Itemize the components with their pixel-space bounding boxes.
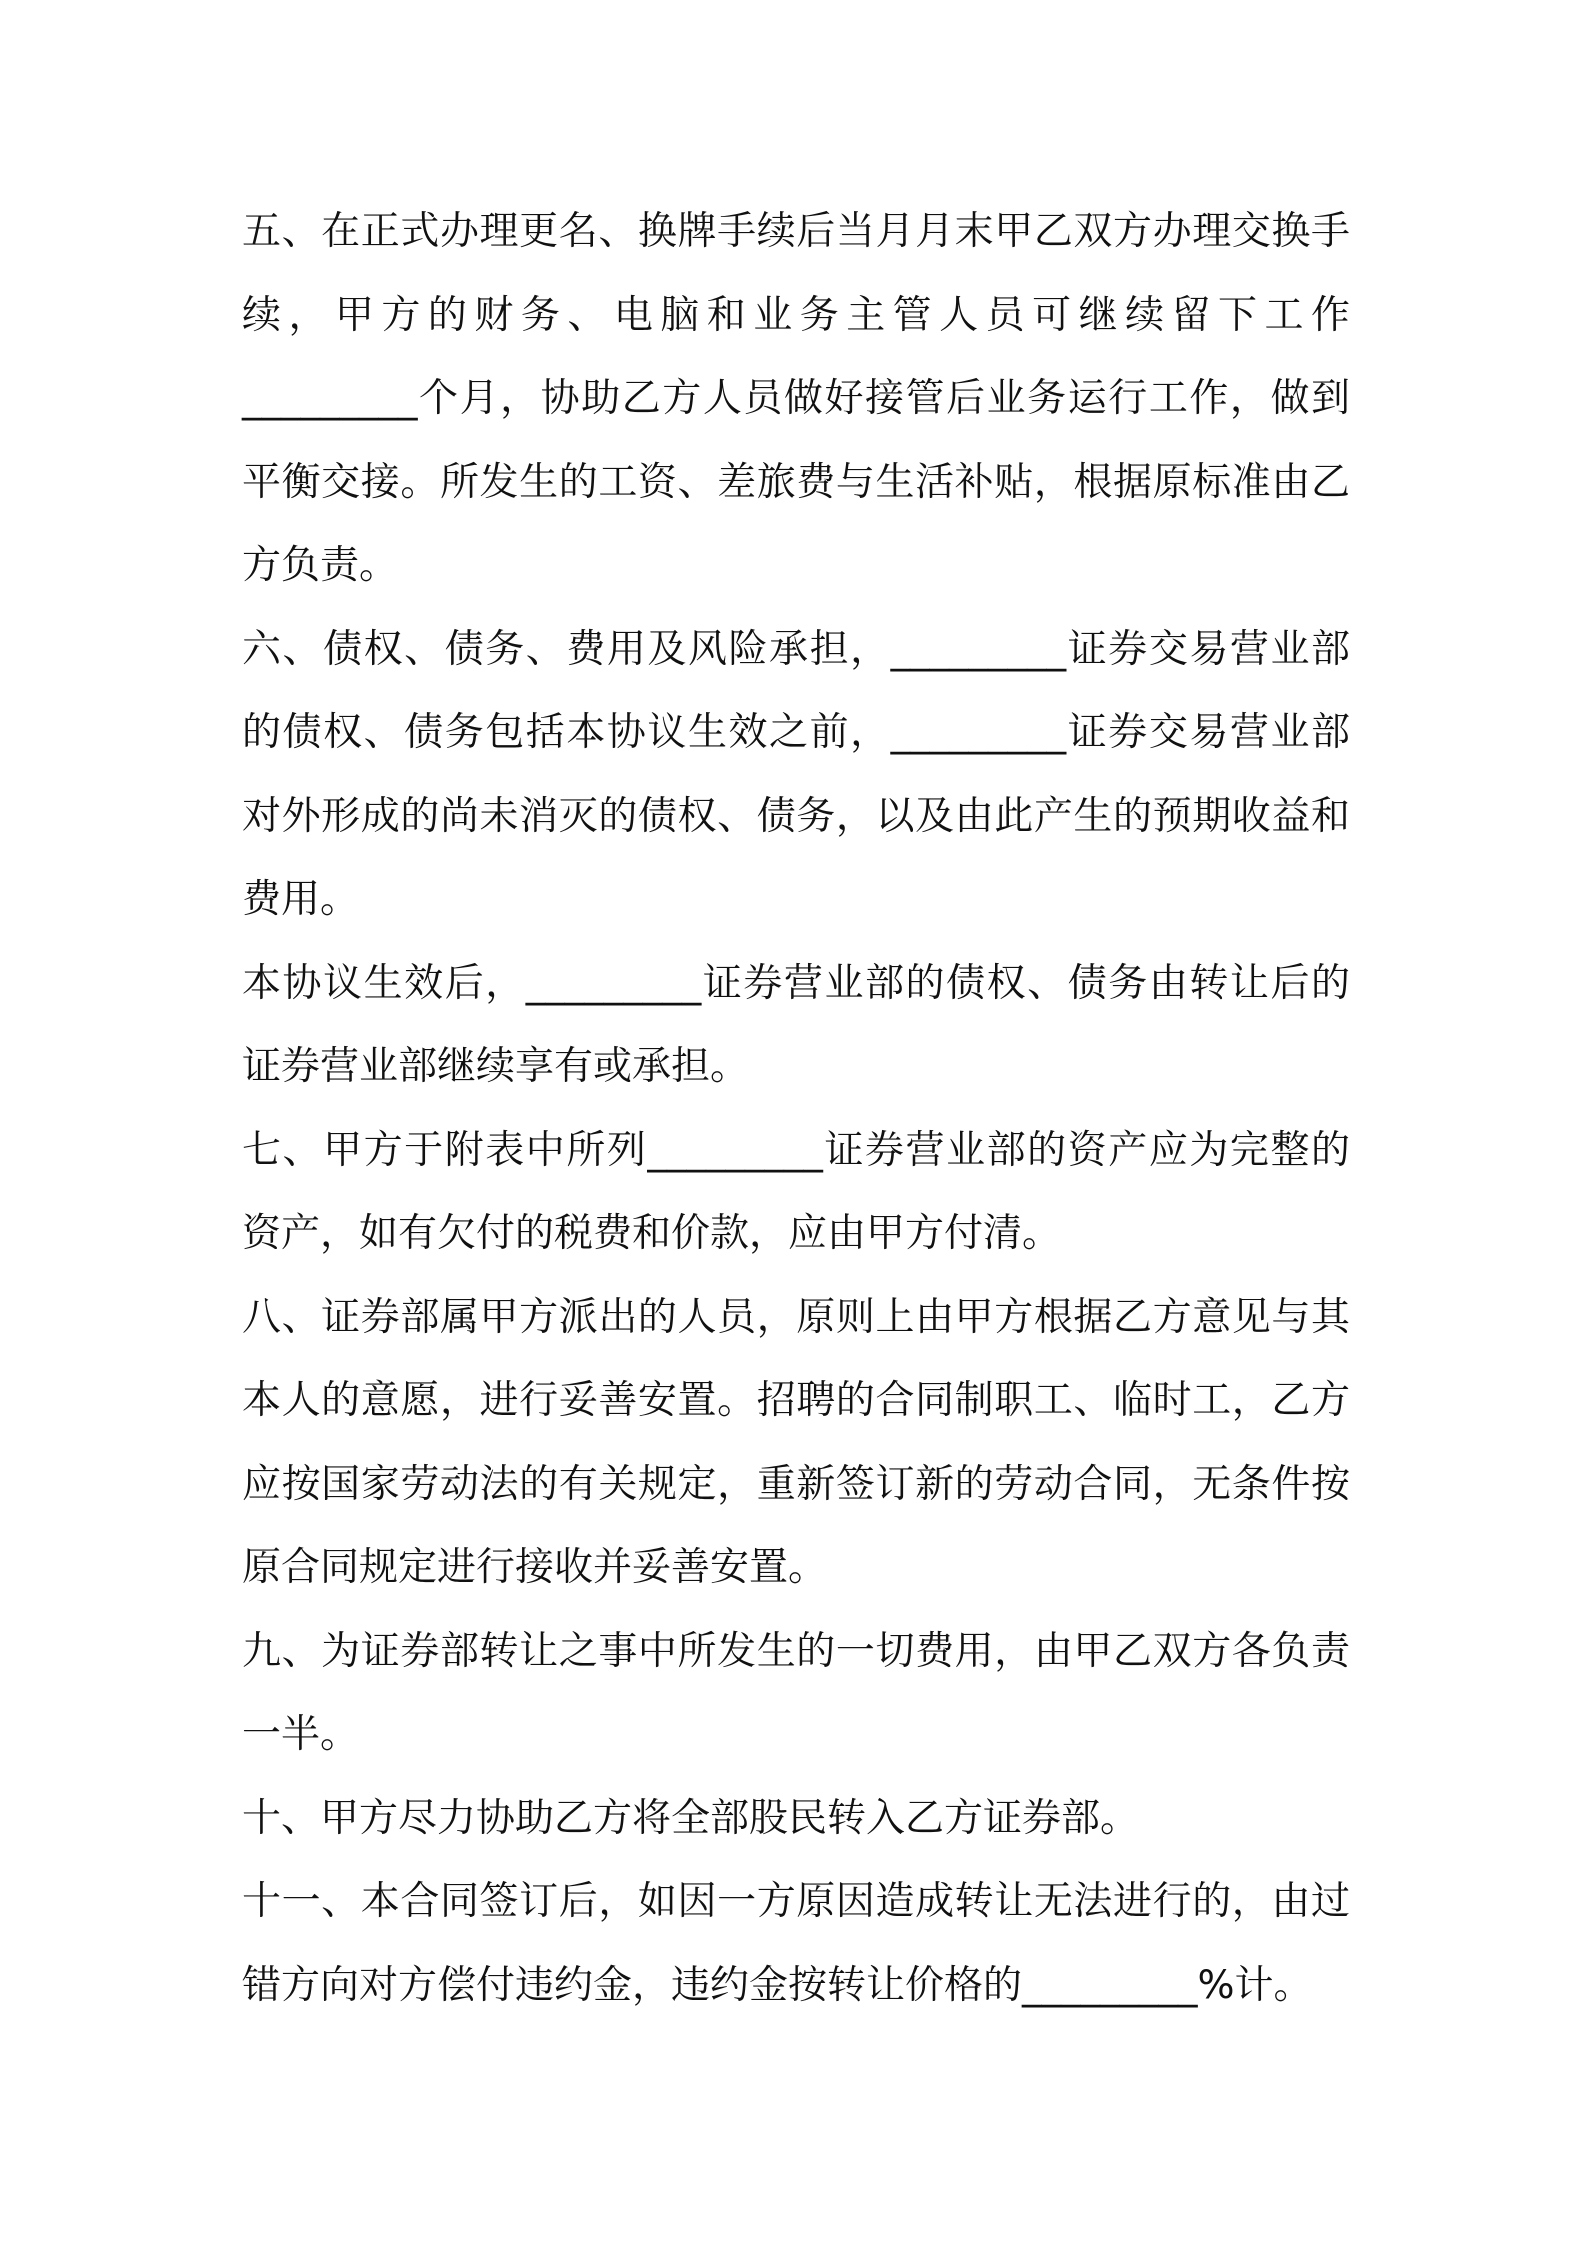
clause-11-paragraph: 十一、本合同签订后，如因一方原因造成转让无法进行的，由过错方向对方偿付违约金，违约金按转让价格的_________%计。	[242, 1879, 1350, 2008]
clause-5-paragraph: 五、在正式办理更名、换牌手续后当月月末甲乙双方办理交换手续，甲方的财务、电脑和业务主管人员可继续留下工作_________个月，协助乙方人员做好接管后业务运行工作，做到平衡交接。所发生的工资、差旅费与生活补贴，根据原标准由乙方负责。	[242, 209, 1350, 588]
clause-10-paragraph: 十、甲方尽力协助乙方将全部股民转入乙方证券部。	[242, 1795, 1140, 1841]
contract-body	[242, 190, 1350, 2027]
clause-9-paragraph: 九、为证券部转让之事中所发生的一切费用，由甲乙双方各负责一半。	[242, 1628, 1350, 1757]
clause-8-paragraph: 八、证券部属甲方派出的人员，原则上由甲方根据乙方意见与其本人的意愿，进行妥善安置。招聘的合同制职工、临时工，乙方应按国家劳动法的有关规定，重新签订新的劳动合同，无条件按原合同规定进行接收并妥善安置。	[242, 1294, 1350, 1590]
clause-7-paragraph: 七、甲方于附表中所列_________证券营业部的资产应为完整的资产，如有欠付的税费和价款，应由甲方付清。	[242, 1127, 1350, 1256]
clause-6-continuation-paragraph: 本协议生效后，_________证券营业部的债权、债务由转让后的证券营业部继续享有或承担。	[242, 960, 1350, 1089]
clause-6-paragraph: 六、债权、债务、费用及风险承担，_________证券交易营业部的债权、债务包括本协议生效之前，_________证券交易营业部对外形成的尚未消灭的债权、债务，以及由此产生的预期收益和费用。	[242, 626, 1350, 922]
